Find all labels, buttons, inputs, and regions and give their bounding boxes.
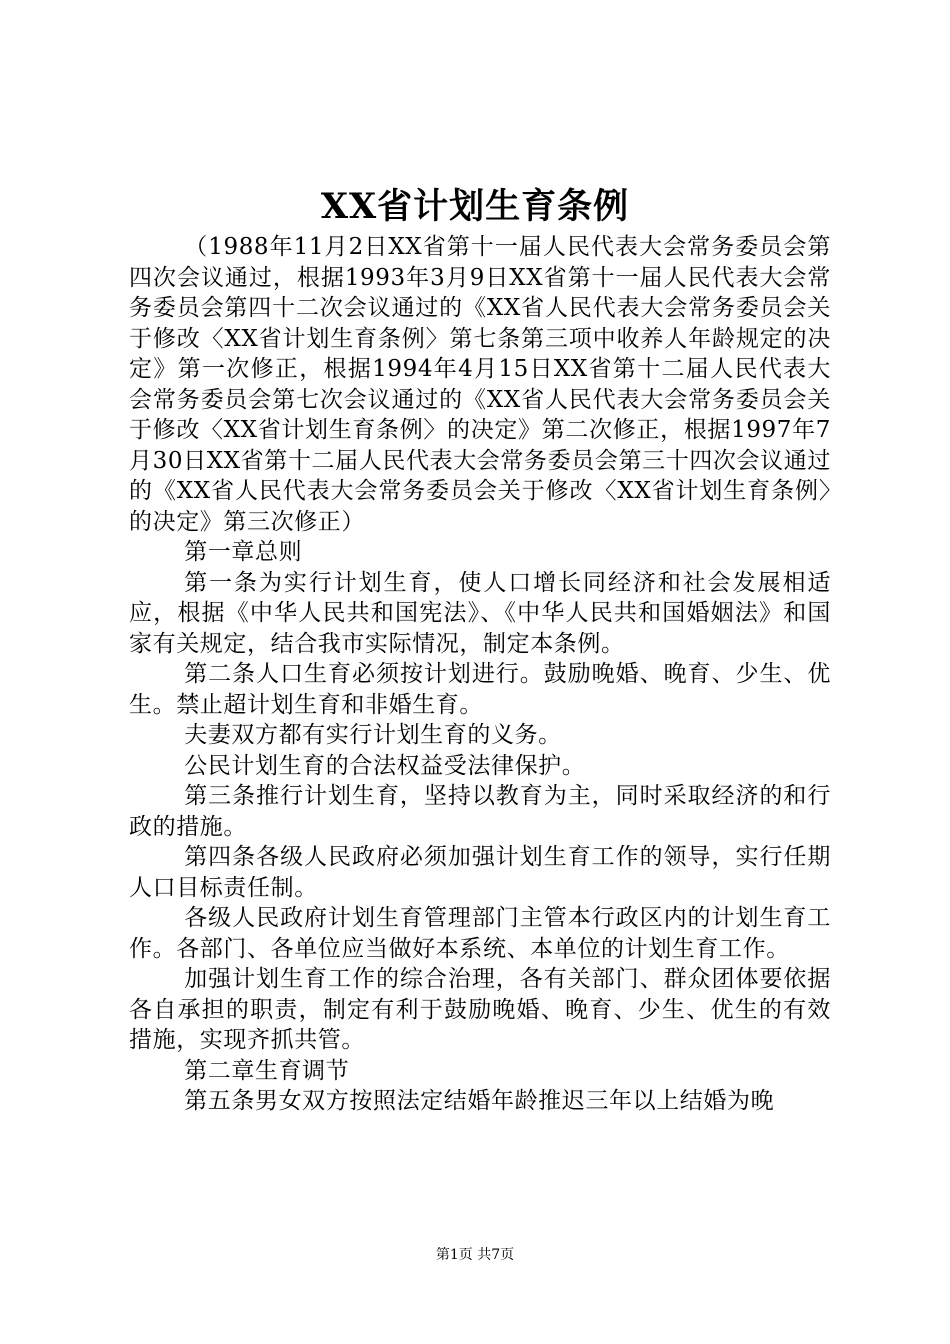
preamble-paragraph: （1988年11月2日XX省第十一届人民代表大会常务委员会第四次会议通过，根据1993年3月9日XX省第十一届人民代表大会常务委员会第四十二次会议通过的《XX省人民代表大会常务委员会关于修改〈XX省计划生育条例〉第七条第三项中收养人年龄规定的决定》第一次修正，根据1994年4月15日XX省第十二届人民代表大会常务委员会第七次会议通过的《XX省人民代表大会常务委员会关于修改〈XX省计划生育条例〉的决定》第二次修正，根据1997年7月30日XX省第十二届人民代表大会常务委员会第三十四次会议通过的《XX省人民代表大会常务委员会关于修改〈XX省计划生育条例〉的决定》第三次修正） — [129, 234, 831, 535]
article-paragraph: 第三条推行计划生育，坚持以教育为主，同时采取经济的和行政的措施。 — [129, 783, 831, 840]
article-paragraph: 第二条人口生育必须按计划进行。鼓励晚婚、晚育、少生、优生。禁止超计划生育和非婚生育。 — [129, 661, 831, 718]
document-body — [129, 232, 831, 1117]
article-paragraph: 公民计划生育的合法权益受法律保护。 — [184, 752, 586, 779]
article-paragraph: 第五条男女双方按照法定结婚年龄推迟三年以上结婚为晚 — [184, 1088, 775, 1114]
page-number-footer: 第1页 共7页 — [435, 1247, 515, 1263]
chapter-heading: 第一章总则 — [184, 539, 303, 565]
article-paragraph: 加强计划生育工作的综合治理，各有关部门、群众团体要依据各自承担的职责，制定有利于鼓励晚婚、晚育、少生、优生的有效措施，实现齐抓共管。 — [129, 966, 831, 1053]
article-paragraph: 各级人民政府计划生育管理部门主管本行政区内的计划生育工作。各部门、各单位应当做好本系统、本单位的计划生育工作。 — [129, 905, 831, 962]
article-paragraph: 夫妻双方都有实行计划生育的义务。 — [184, 722, 562, 748]
chapter-heading: 第二章生育调节 — [184, 1057, 350, 1084]
document-title: XX省计划生育条例 — [320, 186, 630, 227]
article-paragraph: 第一条为实行计划生育，使人口增长同经济和社会发展相适应，根据《中华人民共和国宪法》、《中华人民共和国婚姻法》和国家有关规定，结合我市实际情况，制定本条例。 — [129, 569, 831, 657]
article-paragraph: 第四条各级人民政府必须加强计划生育工作的领导，实行任期人口目标责任制。 — [129, 844, 831, 901]
